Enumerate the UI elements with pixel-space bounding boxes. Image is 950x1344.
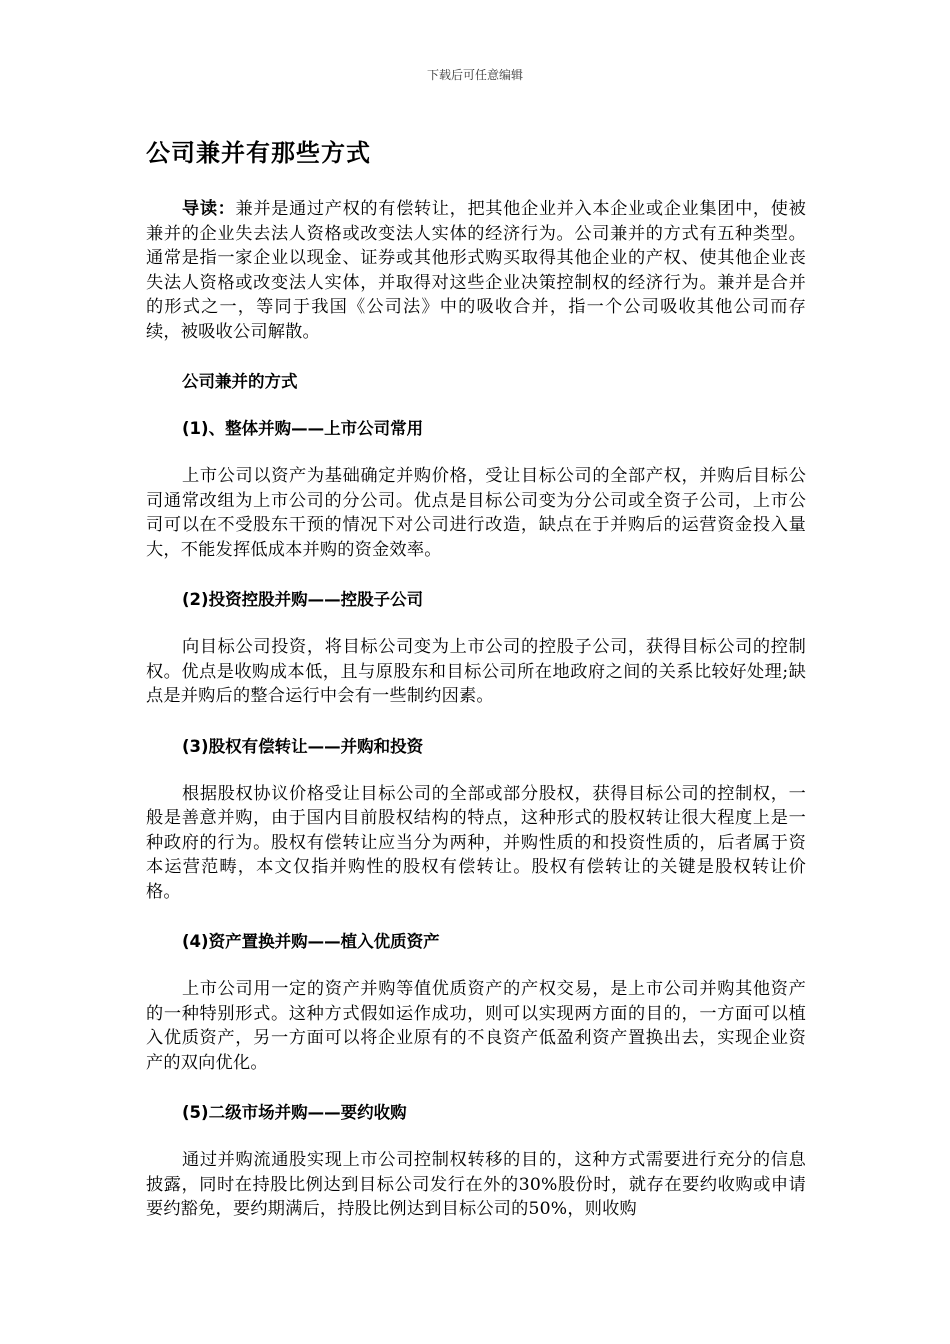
section-paragraph: 上市公司以资产为基础确定并购价格，受让目标公司的全部产权，并购后目标公司通常改组为上市公司的分公司。优点是目标公司变为分公司或全资子公司，上市公司可以在不受股东干预的情况下对公司进行改造，缺点在于并购后的运营资金投入量大，不能发挥低成本并购的资金效率。 [146,466,806,560]
header-note: 下载后可任意编辑 [426,68,523,82]
document-body [146,197,806,1248]
methods-heading: 公司兼并的方式 [182,372,298,391]
section-heading: (5)二级市场并购——要约收购 [182,1103,407,1122]
section-paragraph: 上市公司用一定的资产并购等值优质资产的产权交易，是上市公司并购其他资产的一种特别形式。这种方式假如运作成功，则可以实现两方面的目的，一方面可以植入优质资产，另一方面可以将企业原有的不良资产低盈利资产置换出去，实现企业资产的双向优化。 [146,979,806,1073]
lead-label: 导读： [182,199,236,219]
section-heading: (4)资产置换并购——植入优质资产 [182,932,440,951]
section-heading: (2)投资控股并购——控股子公司 [182,590,424,609]
lead-text: 兼并是通过产权的有偿转让，把其他企业并入本企业或企业集团中，使被兼并的企业失去法人资格或改变法人实体的经济行为。公司兼并的方式有五种类型。通常是指一家企业以现金、证券或其他形式购买取得其他企业的产权、使其他企业丧失法人资格或改变法人实体，并取得对这些企业决策控制权的经济行为。兼并是合并的形式之一，等同于我国《公司法》中的吸收合并，指一个公司吸收其他公司而存续，被吸收公司解散。 [146,199,806,342]
section-heading: (3)股权有偿转让——并购和投资 [182,736,424,756]
section-paragraph: 向目标公司投资，将目标公司变为上市公司的控股子公司，获得目标公司的控制权。优点是收购成本低，且与原股东和目标公司所在地政府之间的关系比较好处理;缺点是并购后的整合运行中会有一些制约因素。 [146,637,806,706]
section-paragraph: 通过并购流通股实现上市公司控制权转移的目的，这种方式需要进行充分的信息披露，同时在持股比例达到目标公司发行在外的30%股份时，就存在要约收购或申请要约豁免，要约期满后，持股比例达到目标公司的50%，则收购 [146,1150,806,1219]
document-title: 公司兼并有那些方式 [146,139,371,167]
section-paragraph: 根据股权协议价格受让目标公司的全部或部分股权，获得目标公司的控制权，一般是善意并购，由于国内目前股权结构的特点，这种形式的股权转让很大程度上是一种政府的行为。股权有偿转让应当分为两种，并购性质的和投资性质的，后者属于资本运营范畴，本文仅指并购性的股权有偿转让。股权有偿转让的关键是股权转让价格。 [146,783,806,902]
lead-paragraph [146,197,806,344]
section-heading: (1)、整体并购——上市公司常用 [182,419,424,438]
